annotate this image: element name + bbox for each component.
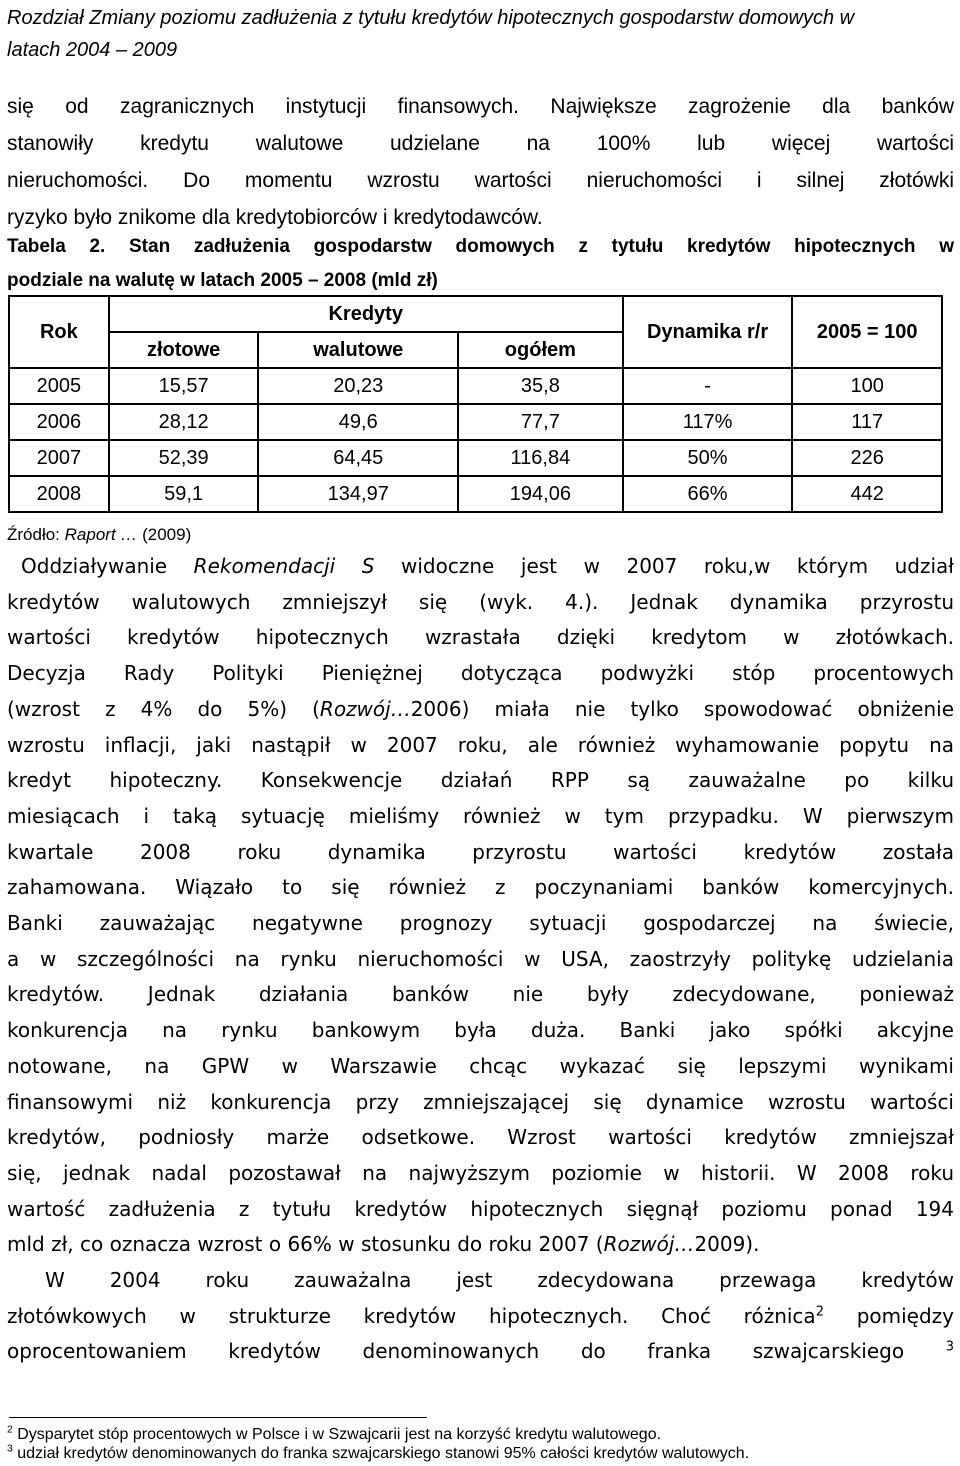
body-line: Decyzja Rady Polityki Pieniężnej dotycząca podwyżki stóp procentowych [7,661,954,686]
footnote-ref-3[interactable]: 3 [945,1339,954,1355]
cell-dynamika: - [623,368,793,404]
cell-ogolem: 194,06 [458,476,623,512]
caption-line-2: podziale na walutę w latach 2005 – 2008 (mld zł) [7,270,438,291]
debt-table [8,295,943,513]
cell-index: 117 [792,404,942,440]
source-ref: Raport … [64,525,138,544]
cell-zlotowe: 28,12 [109,404,259,440]
intro-paragraph [7,88,954,236]
body-line: kredytów walutowych zmniejszył się (wyk. 4.). Jednak dynamika przyrostu [7,589,954,614]
body-line: notowane, na GPW w Warszawie chcąc wykazać się lepszymi wynikami [7,1053,954,1078]
header-line-2: latach 2004 – 2009 [7,39,178,61]
body-line: się, jednak nadal pozostawał na najwyższym poziomie w historii. W 2008 roku [7,1160,954,1185]
cell-ogolem: 35,8 [458,368,623,404]
cell-walutowe: 49,6 [258,404,458,440]
footnote-mark-2: 2 [7,1424,13,1436]
cell-ogolem: 77,7 [458,404,623,440]
body-line: Oddziaływanie Rekomendacji S widoczne jest w 2007 roku,w którym udział [21,554,954,578]
cell-walutowe: 20,23 [258,368,458,404]
footnote-2-text: Dysparytet stóp procentowych w Polsce i w Szwajcarii jest na korzyść kredytu walutowego. [17,1426,662,1443]
cell-rok: 2005 [9,368,109,404]
body-line: oprocentowaniem kredytów denominowanych do franka szwajcarskiego $^3$ [7,1339,954,1364]
running-header [7,2,952,66]
body-line: mld zł, co oznacza wzrost o 66% w stosunku do roku 2007 (Rozwój…2009). [7,1232,760,1257]
cell-zlotowe: 59,1 [109,476,259,512]
intro-line-3: nieruchomości. Do momentu wzrostu wartości nieruchomości i silnej złotówki [7,169,954,192]
caption-line-1: Tabela 2. Stan zadłużenia gospodarstw domowych z tytułu kredytów hipotecznych w [7,236,954,257]
body-line: W 2004 roku zauważalna jest zdecydowana przewaga kredytów [45,1268,954,1293]
source-label: Źródło: [7,525,65,544]
body-line: a w szczególności na rynku nieruchomości w USA, zaostrzyły politykę udzielania [7,946,954,971]
cell-zlotowe: 52,39 [109,440,259,476]
body-line: wartości kredytów hipotecznych wzrastała dzięki kredytom w złotówkach. [7,625,954,650]
footnote-ref-2[interactable]: 2 [815,1304,824,1320]
body-line: kredytów. Jednak działania banków nie były zdecydowane, ponieważ [7,982,954,1007]
body-line: zahamowana. Wiązało to się również z poczynaniami banków komercyjnych. [7,875,954,900]
body-line: Banki zauważając negatywne prognozy sytuacji gospodarczej na świecie, [7,911,954,936]
intro-line-4: ryzyko było znikome dla kredytobiorców i kredytodawców. [7,206,543,229]
footnote-3 [7,1444,957,1464]
cell-index: 226 [792,440,942,476]
cell-rok: 2007 [9,440,109,476]
header-rok: Rok [9,296,109,368]
body-line: (wzrost z 4% do 5%) (Rozwój…2006) miała nie tylko spowodować obniżenie [7,696,954,721]
body-line: miesiącach i taką sytuację mieliśmy również w tym przypadku. W pierwszym [7,803,954,828]
body-line: kredyt hipoteczny. Konsekwencje działań RPP są zauważalne po kilku [7,768,954,793]
footnote-mark-3: 3 [7,1443,13,1455]
cell-dynamika: 66% [623,476,793,512]
body-line: kredytów, podniosły marże odsetkowe. Wzrost wartości kredytów zmniejszał [7,1125,954,1150]
header-index: 2005 = 100 [792,296,942,368]
body-line: kwartale 2008 roku dynamika przyrostu wartości kredytów została [7,839,954,864]
header-zlotowe: złotowe [109,332,259,368]
cell-ogolem: 116,84 [458,440,623,476]
body-line: konkurencja na rynku bankowym była duża. Banki jako spółki akcyjne [7,1018,954,1043]
table-row [9,440,942,476]
cell-walutowe: 64,45 [258,440,458,476]
cell-dynamika: 117% [623,404,793,440]
table-source [7,520,191,550]
header-ogolem: ogółem [458,332,623,368]
cell-index: 442 [792,476,942,512]
header-kredyty: Kredyty [109,296,623,332]
body-line: wartość zadłużenia z tytułu kredytów hipotecznych sięgnął poziomu ponad 194 [7,1196,954,1221]
intro-line-1: się od zagranicznych instytucji finansowych. Największe zagrożenie dla banków [7,95,954,118]
source-year: (2009) [137,525,192,544]
cell-dynamika: 50% [623,440,793,476]
body-line: wzrostu inflacji, jaki nastąpił w 2007 roku, ale również wyhamowanie popytu na [7,732,954,757]
footnote-3-text: udział kredytów denominowanych do franka szwajcarskiego stanowi 95% całości kredytów walutowych. [17,1445,750,1462]
body-line: złotówkowych w strukturze kredytów hipotecznych. Choć różnica$^2$ pomiędzy [7,1303,954,1328]
cell-rok: 2006 [9,404,109,440]
table-row [9,368,942,404]
footnote-2 [7,1425,957,1445]
table-row [9,404,942,440]
cell-walutowe: 134,97 [258,476,458,512]
intro-line-2: stanowiły kredytu walutowe udzielane na 100% lub więcej wartości [7,132,954,155]
cell-index: 100 [792,368,942,404]
header-walutowe: walutowe [258,332,458,368]
cell-rok: 2008 [9,476,109,512]
table-caption [7,230,954,298]
header-dynamika: Dynamika r/r [623,296,793,368]
body-text [7,549,954,1370]
body-line: finansowymi niż konkurencja przy zmniejszającej się dynamice wzrostu wartości [7,1089,954,1114]
table-row [9,476,942,512]
header-line-1: Rozdział Zmiany poziomu zadłużenia z tytułu kredytów hipotecznych gospodarstw domowych w [7,7,855,29]
cell-zlotowe: 15,57 [109,368,259,404]
footnote-separator [9,1417,427,1418]
